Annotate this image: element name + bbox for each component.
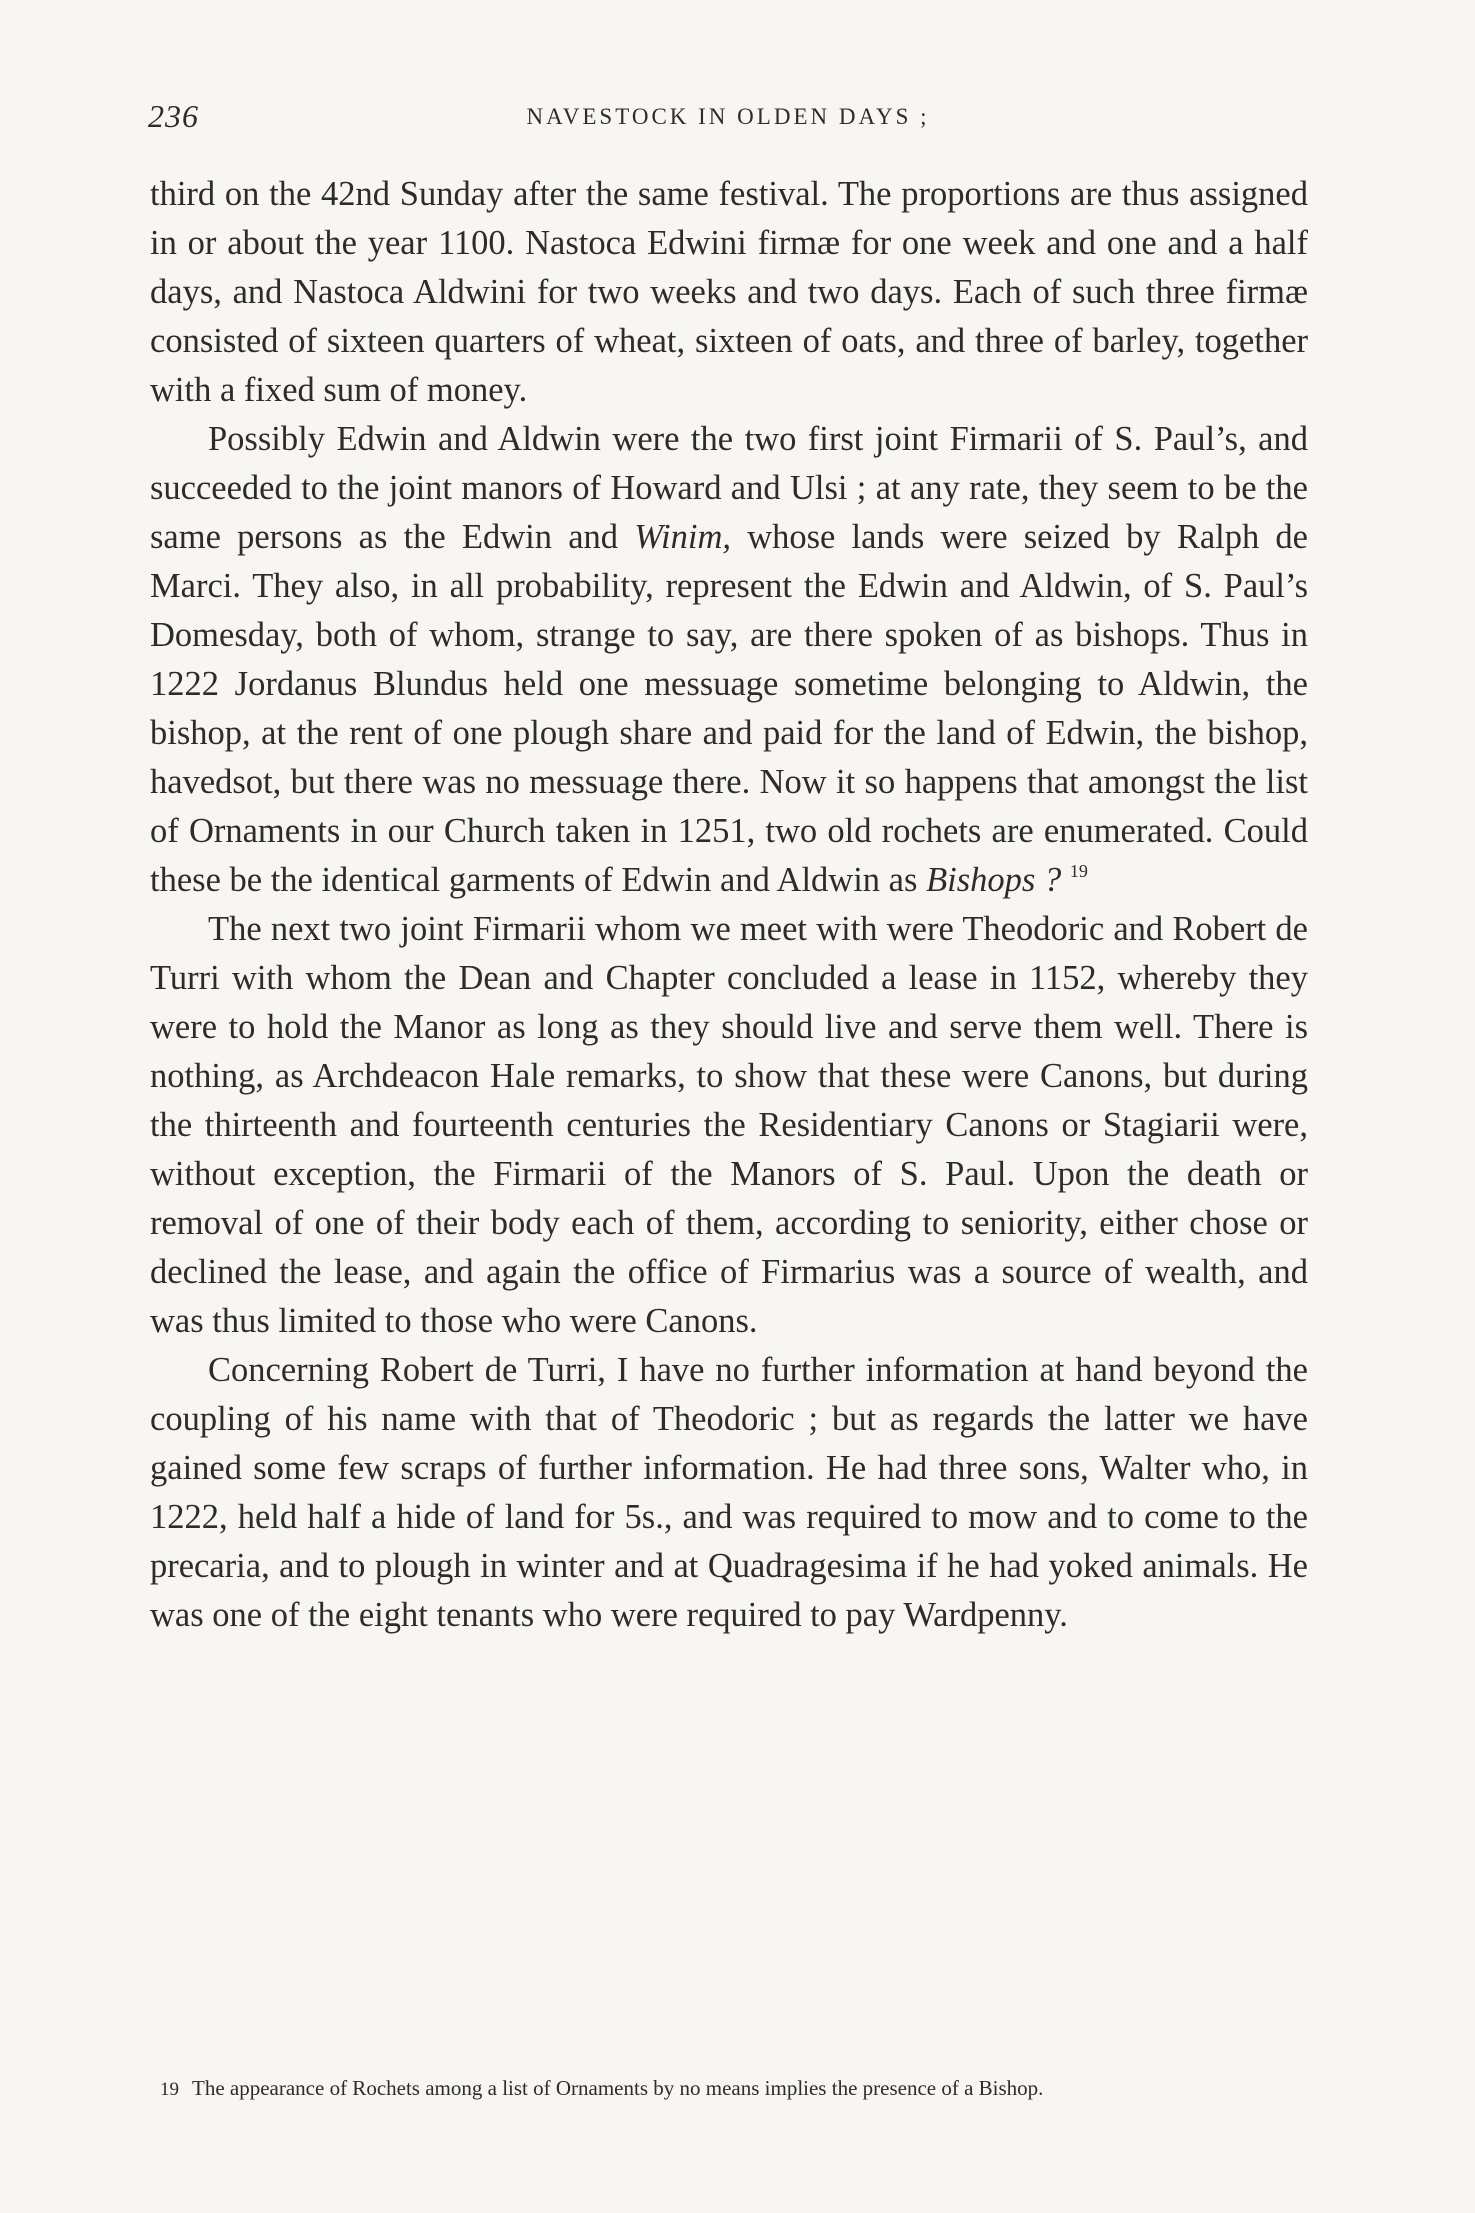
paragraph-2-text-b: whose lands were seized by Ralph de Marci. They also, in all probability, represent the Edwin and Aldwin, of S. Paul’s Domesday, both of whom, strange to say, are there spoken of as bishops. Thus in 1222 Jordanus Blundus held one messuage sometime belonging to Aldwin, the bishop, at the rent of one plough share and paid for the land of Edwin, the bishop, havedsot, but there was no messuage there. Now it so happens that amongst the list of Ornaments in our Church taken in 1251, two old rochets are enumerated. Could these be the identical garments of Edwin and Aldwin as (150, 518, 1308, 899)
page-number: 236 (148, 98, 199, 134)
paragraph-1: third on the 42nd Sunday after the same festival. The proportions are thus assigned in or about the year 1100. Nastoca Edwini firmæ for one week and one and a half days, and Nastoca Aldwini for two weeks and two days. Each of such three firmæ consisted of sixteen quarters of wheat, sixteen of oats, and three of barley, together with a fixed sum of money. (150, 175, 1308, 409)
body-text (150, 170, 1308, 1640)
footnote-reference: 19 (1069, 861, 1088, 881)
footnote (160, 2076, 1308, 2102)
footnote-text: The appearance of Rochets among a list of Ornaments by no means implies the presence of a Bishop. (192, 2076, 1044, 2100)
paragraph-2-italic-bishops: Bishops ? (926, 861, 1062, 899)
running-title: NAVESTOCK IN OLDEN DAYS ; (526, 104, 930, 129)
paragraph-2 (150, 415, 1308, 905)
footnote-number: 19 (160, 2079, 179, 2100)
paragraph-3: The next two joint Firmarii whom we meet with were Theodoric and Robert de Turri with whom the Dean and Chapter concluded a lease in 1152, whereby they were to hold the Manor as long as they should live and serve them well. There is nothing, as Archdeacon Hale remarks, to show that these were Canons, but during the thirteenth and fourteenth centuries the Residentiary Canons or Stagiarii were, without exception, the Firmarii of the Manors of S. Paul. Upon the death or removal of one of their body each of them, according to seniority, either chose or declined the lease, and again the office of Firmarius was a source of wealth, and was thus limited to those who were Canons. (150, 910, 1308, 1340)
paragraph-4: Concerning Robert de Turri, I have no further information at hand beyond the coupling of his name with that of Theodoric ; but as regards the latter we have gained some few scraps of further information. He had three sons, Walter who, in 1222, held half a hide of land for 5s., and was required to mow and to come to the precaria, and to plough in winter and at Quadragesima if he had yoked animals. He was one of the eight tenants who were required to pay Wardpenny. (150, 1351, 1308, 1634)
running-head (148, 98, 1308, 148)
paragraph-2-italic-winim: Winim, (634, 518, 731, 556)
paragraph-2-text-a: Possibly Edwin and Aldwin were the two first joint Firmarii of S. Paul’s, and succeeded to the joint manors of Howard and Ulsi ; at any rate, they seem to be the same persons as the Edwin and (150, 420, 1308, 556)
